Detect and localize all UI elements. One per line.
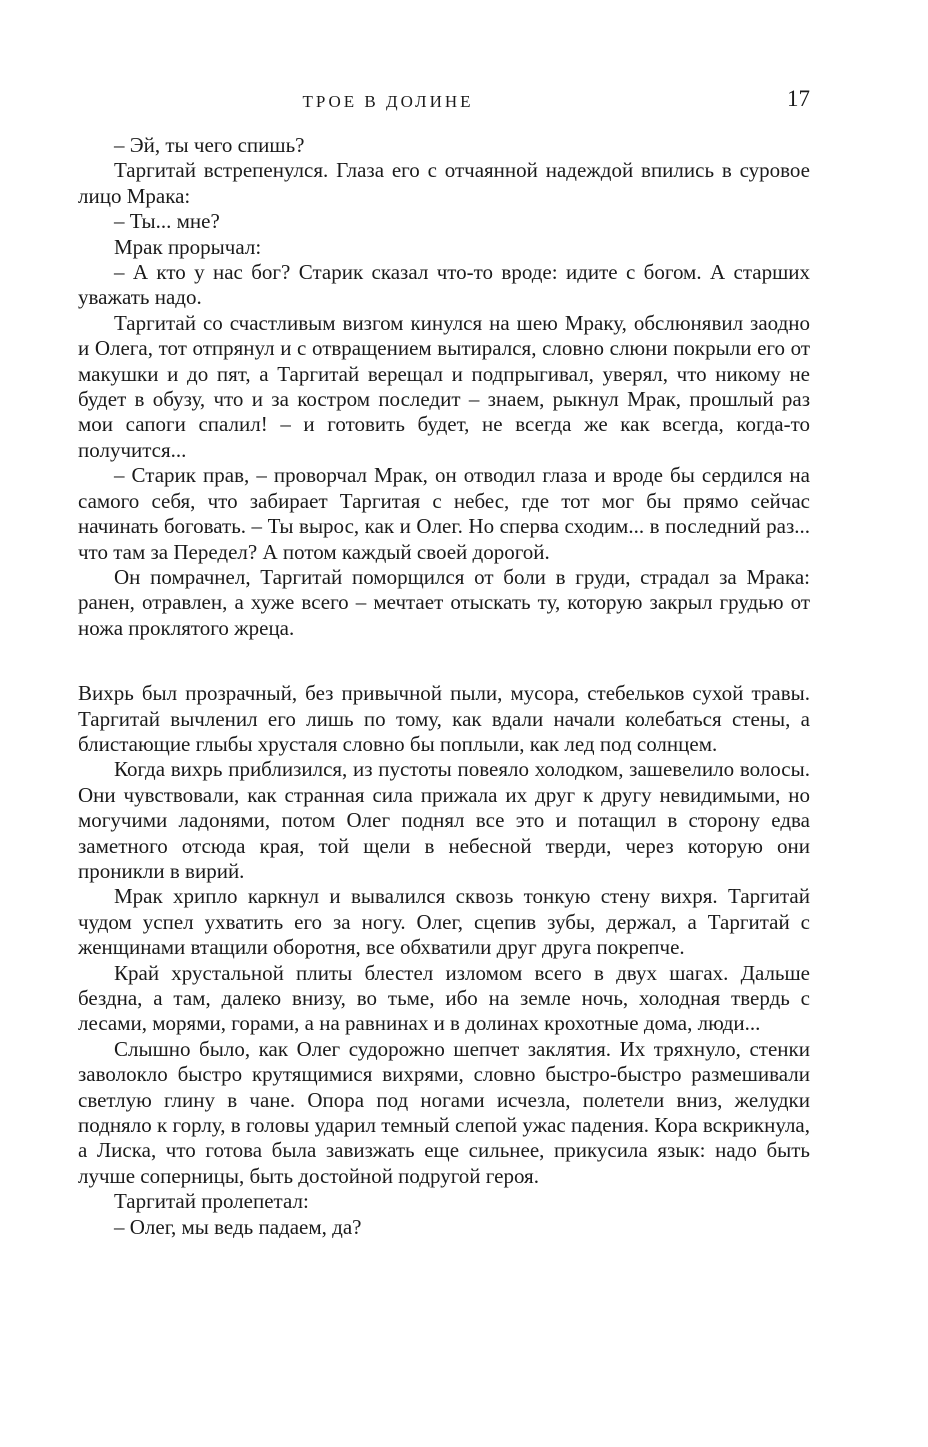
paragraph: Когда вихрь приблизился, из пустоты повеяло холодком, зашевелило волосы. Они чувствовали, как странная сила прижала их друг к другу невидимыми, но могучими ладонями, потом Олег поднял все это и потащил в сторону едва заметного отсюда края, той щели в небесной тверди, через которую они проникли в вирий. xyxy=(78,757,810,883)
paragraph: Таргитай пролепетал: xyxy=(114,1189,309,1214)
paragraph: Слышно было, как Олег судорожно шепчет заклятия. Их тряхнуло, стенки заволокло быстро крутящимися вихрями, словно быстро-быстро размешивали светлую глину в чане. Опора под ногами исчезла, полетели вниз, желудки подняло к горлу, в головы ударил темный слепой ужас падения. Кора вскрикнула, а Лиска, что готова была завизжать еще сильнее, прикусила язык: надо быть лучше соперницы, быть достойной подругой героя. xyxy=(78,1036,810,1188)
paragraph: Вихрь был прозрачный, без привычной пыли, мусора, стебельков сухой травы. Таргитай вычленил его лишь по тому, как вдали начали колебаться стены, а блистающие глыбы хрусталя словно бы поплыли, как лед под солнцем. xyxy=(78,681,810,756)
paragraph: – Олег, мы ведь падаем, да? xyxy=(114,1214,362,1239)
paragraph: Край хрустальной плиты блестел изломом всего в двух шагах. Дальше бездна, а там, далеко внизу, во тьме, ибо на земле ночь, холодная твердь с лесами, морями, горами, а на равнинах и в долинах крохотные дома, люди... xyxy=(78,960,810,1036)
paragraph: – Эй, ты чего спишь? xyxy=(114,133,305,157)
paragraph: Таргитай со счастливым визгом кинулся на шею Мраку, обслюнявил заодно и Олега, тот отпрянул и с отвращением вытирался, словно слюни покрыли его от макушки и до пят, а Таргитай верещал и подпрыгивал, уверял, что никому не будет в обузу, что и за костром последит – знаем, рыкнул Мрак, прошлый раз мои сапоги спалил! – и готовить будет, не всегда же как всегда, когда-то получится... xyxy=(78,310,810,462)
paragraph: – Ты... мне? xyxy=(114,209,220,234)
running-title: ТРОЕ В ДОЛИНЕ xyxy=(302,92,474,111)
paragraph: – А кто у нас бог? Старик сказал что-то вроде: идите с богом. А старших уважать надо. xyxy=(78,260,810,310)
paragraph: Мрак хрипло каркнул и вывалился сквозь тонкую стену вихря. Таргитай чудом успел ухватить его за ногу. Олег, сцепив зубы, держал, а Таргитай с женщинами втащили оборотня, все обхватили друг друга покрепче. xyxy=(78,884,810,960)
section-break xyxy=(78,641,810,681)
body-text xyxy=(78,133,810,1240)
page-number: 17 xyxy=(787,86,810,111)
paragraph: – Старик прав, – проворчал Мрак, он отводил глаза и вроде бы сердился на самого себя, что забирает Таргитая с небес, где тот мог бы прямо сейчас начинать боговать. – Ты вырос, как и Олег. Но сперва сходим... в последний раз... что там за Передел? А потом каждый своей дорогой. xyxy=(78,463,810,564)
paragraph: Таргитай встрепенулся. Глаза его с отчаянной надеждой впились в суровое лицо Мрака: xyxy=(78,158,810,208)
running-head xyxy=(78,84,810,116)
paragraph: Он помрачнел, Таргитай поморщился от боли в груди, страдал за Мрака: ранен, отравлен, а хуже всего – мечтает отыскать ту, которую закрыл грудью от ножа проклятого жреца. xyxy=(78,564,810,640)
paragraph: Мрак прорычал: xyxy=(114,234,262,259)
